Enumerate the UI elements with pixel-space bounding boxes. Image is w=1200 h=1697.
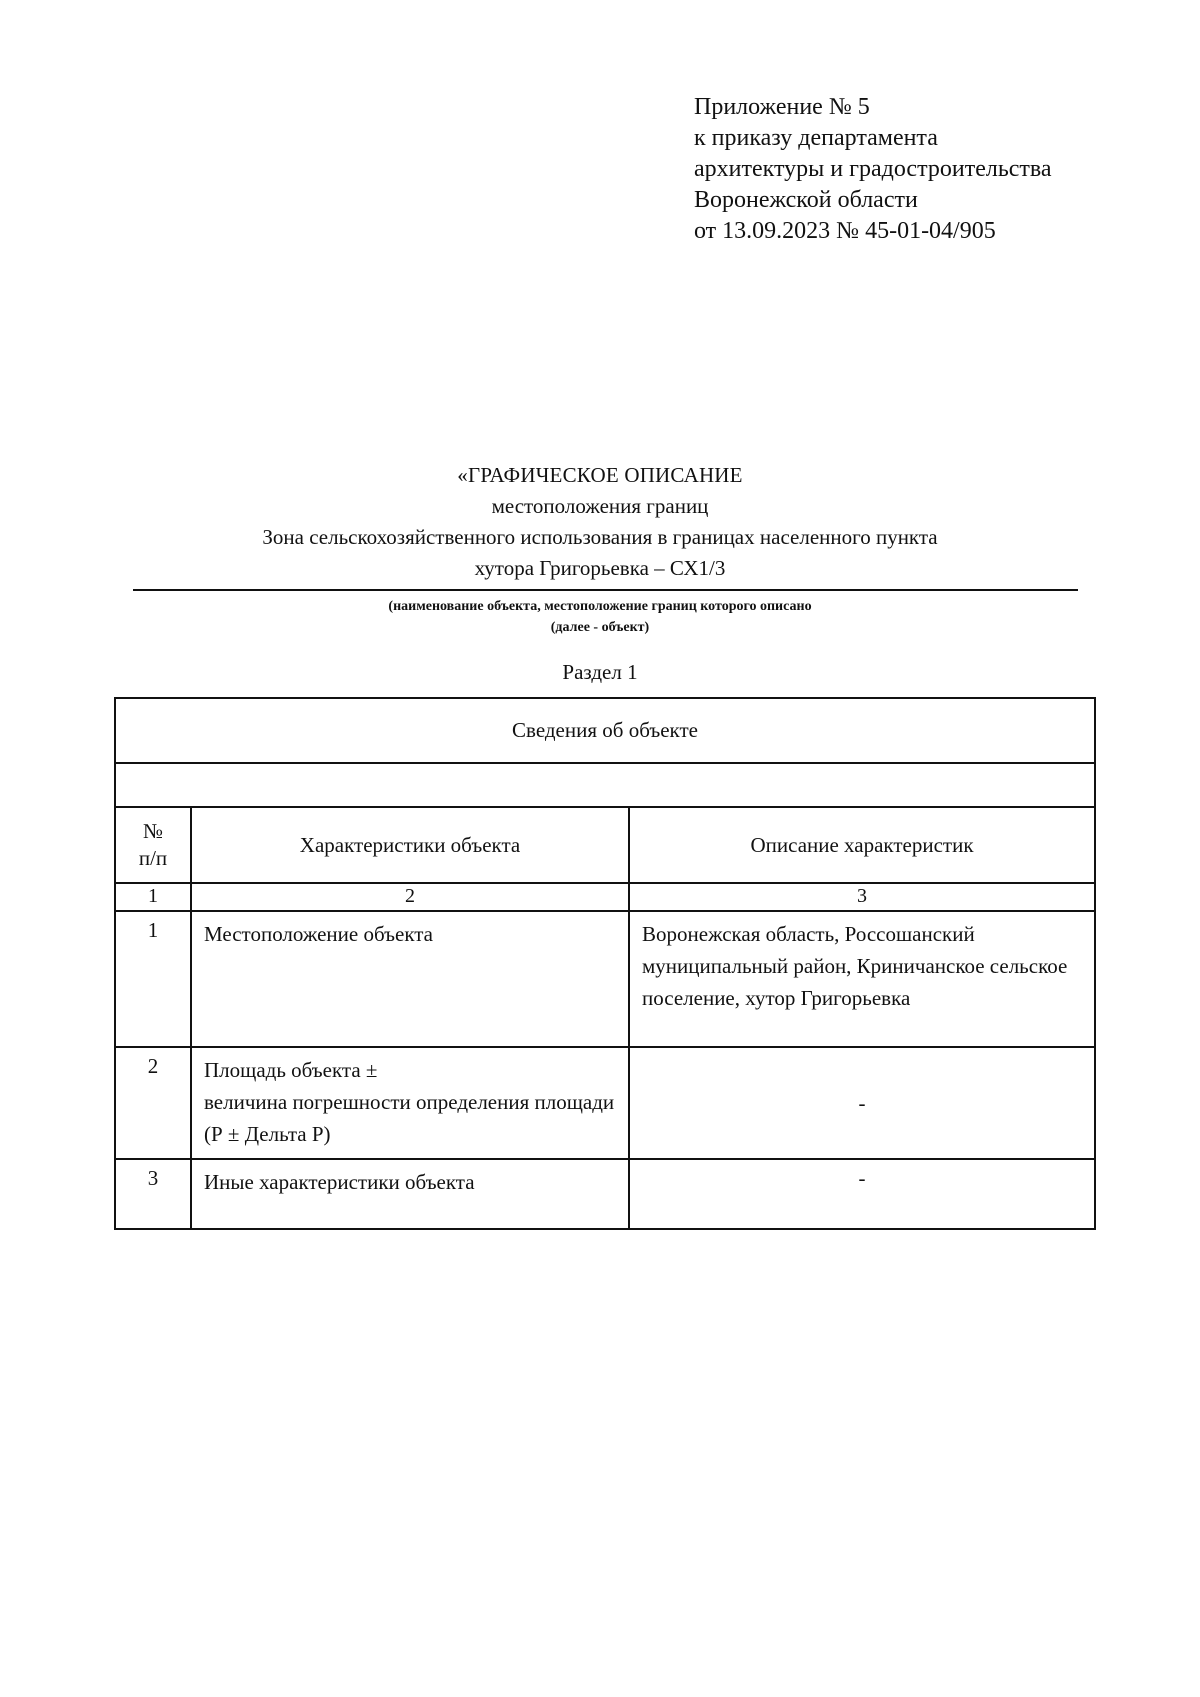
- row-num: 2: [115, 1047, 191, 1159]
- row-description: Воронежская область, Россошанский муниципальный район, Криничанское сельское поселение, хутор Григорьевка: [629, 911, 1095, 1047]
- appendix-line: Воронежской области: [694, 187, 918, 213]
- table-header-row: [115, 807, 1095, 883]
- caption-line-2: (далее - объект): [550, 620, 650, 635]
- appendix-line: к приказу департамента: [694, 125, 938, 151]
- title-line-2: местоположения границ: [491, 494, 709, 518]
- table-row: [115, 1159, 1095, 1229]
- title-line-3: Зона сельскохозяйственного использования в границах населенного пункта: [262, 525, 938, 549]
- appendix-line: архитектуры и градостроительства: [694, 156, 1052, 182]
- table-row: [115, 1047, 1095, 1159]
- appendix-line: Приложение № 5: [694, 94, 870, 120]
- header-characteristics: Характеристики объекта: [191, 807, 629, 883]
- column-number: 2: [191, 883, 629, 911]
- table-empty-row: [115, 763, 1095, 807]
- title-caption: [0, 596, 1200, 638]
- document-title: [0, 460, 1200, 584]
- row-num: 1: [115, 911, 191, 1047]
- object-info-table: [114, 697, 1096, 1230]
- column-number: 3: [629, 883, 1095, 911]
- header-num: № п/п: [115, 807, 191, 883]
- appendix-line: от 13.09.2023 № 45-01-04/905: [694, 218, 996, 244]
- title-line-1: «ГРАФИЧЕСКОЕ ОПИСАНИЕ: [457, 463, 743, 487]
- header-description: Описание характеристик: [629, 807, 1095, 883]
- row-characteristic: Площадь объекта ± величина погрешности определения площади (Р ± Дельта Р): [191, 1047, 629, 1159]
- table-row: [115, 911, 1095, 1047]
- title-underline: [133, 589, 1078, 591]
- appendix-block: [694, 92, 1052, 247]
- title-line-4: хутора Григорьевка – СХ1/3: [474, 556, 726, 580]
- row-characteristic: Иные характеристики объекта: [191, 1159, 629, 1229]
- column-number-row: [115, 883, 1095, 911]
- row-description: -: [629, 1047, 1095, 1159]
- row-num: 3: [115, 1159, 191, 1229]
- row-characteristic: Местоположение объекта: [191, 911, 629, 1047]
- row-description: -: [629, 1159, 1095, 1229]
- caption-line-1: (наименование объекта, местоположение границ которого описано: [388, 599, 812, 614]
- table-caption: Сведения об объекте: [115, 698, 1095, 763]
- section-title: Раздел 1: [562, 660, 638, 684]
- column-number: 1: [115, 883, 191, 911]
